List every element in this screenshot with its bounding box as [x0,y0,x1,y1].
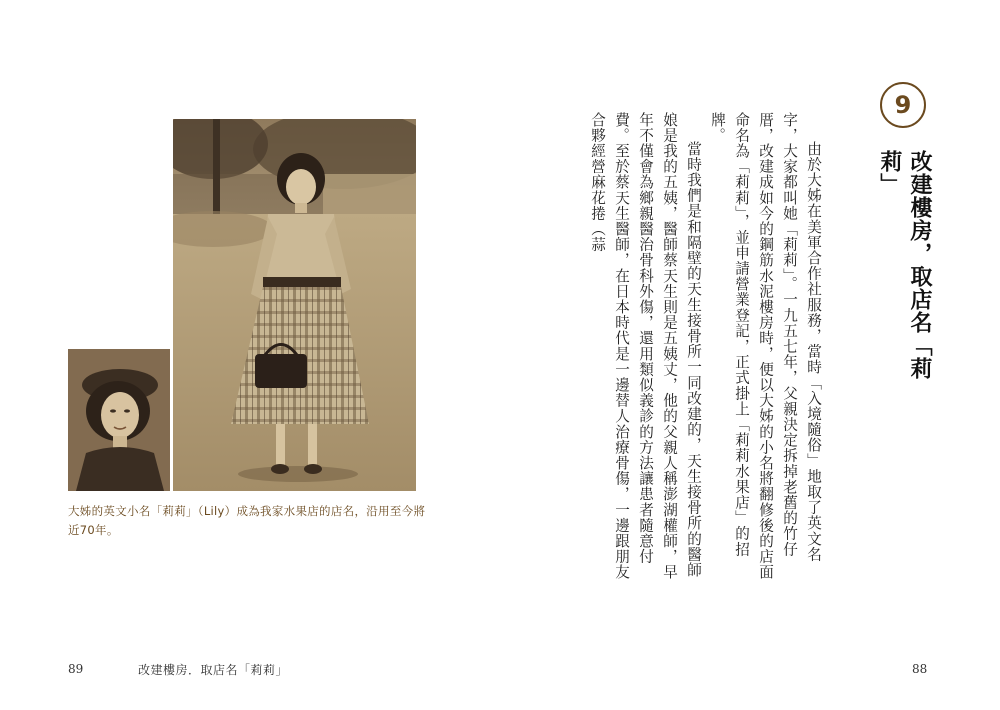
body-paragraph-1: 由於大姊在美軍合作社服務，當時「入境隨俗」地取了英文名字，大家都叫她「莉莉」。一九五七年，父親決定拆掉老舊的竹仔厝，改建成如今的鋼筋水泥樓房時，便以大姊的小名將翻修後的店面命名為「莉莉」，並申請營業登記，正式掛上「莉莉水果店」的招牌。 [709,112,822,580]
photo-woman-standing-image [173,119,416,491]
body-paragraph-2: 當時我們是和隔壁的天生接骨所一同改建的，天生接骨所的醫師娘是我的五姨，醫師蔡天生則是五姨丈，他的父親人稱澎湖權師，早年不僅會為鄉親醫治骨科外傷，還用類似義診的方法讓患者隨意付費。至於蔡天生醫師，在日本時代是一邊替人治療骨傷，一邊跟朋友合夥經營麻花捲（蒜 [589,112,702,580]
running-head: 改建樓房．取店名「莉莉」 [138,663,289,677]
left-page-number: 89 [68,662,84,676]
photo-caption: 大姊的英文小名「莉莉」（Lily）成為我家水果店的店名，沿用至今將近70年。 [68,504,426,537]
chapter-title: 改建樓房，取店名「莉莉」 [877,150,932,380]
photo-woman-portrait-image [68,349,170,491]
body-text [585,112,825,582]
photo-woman-portrait [68,349,170,491]
photo-woman-standing [173,119,416,491]
right-page-number: 88 [912,662,928,676]
chapter-number-badge: 9 [880,82,926,128]
